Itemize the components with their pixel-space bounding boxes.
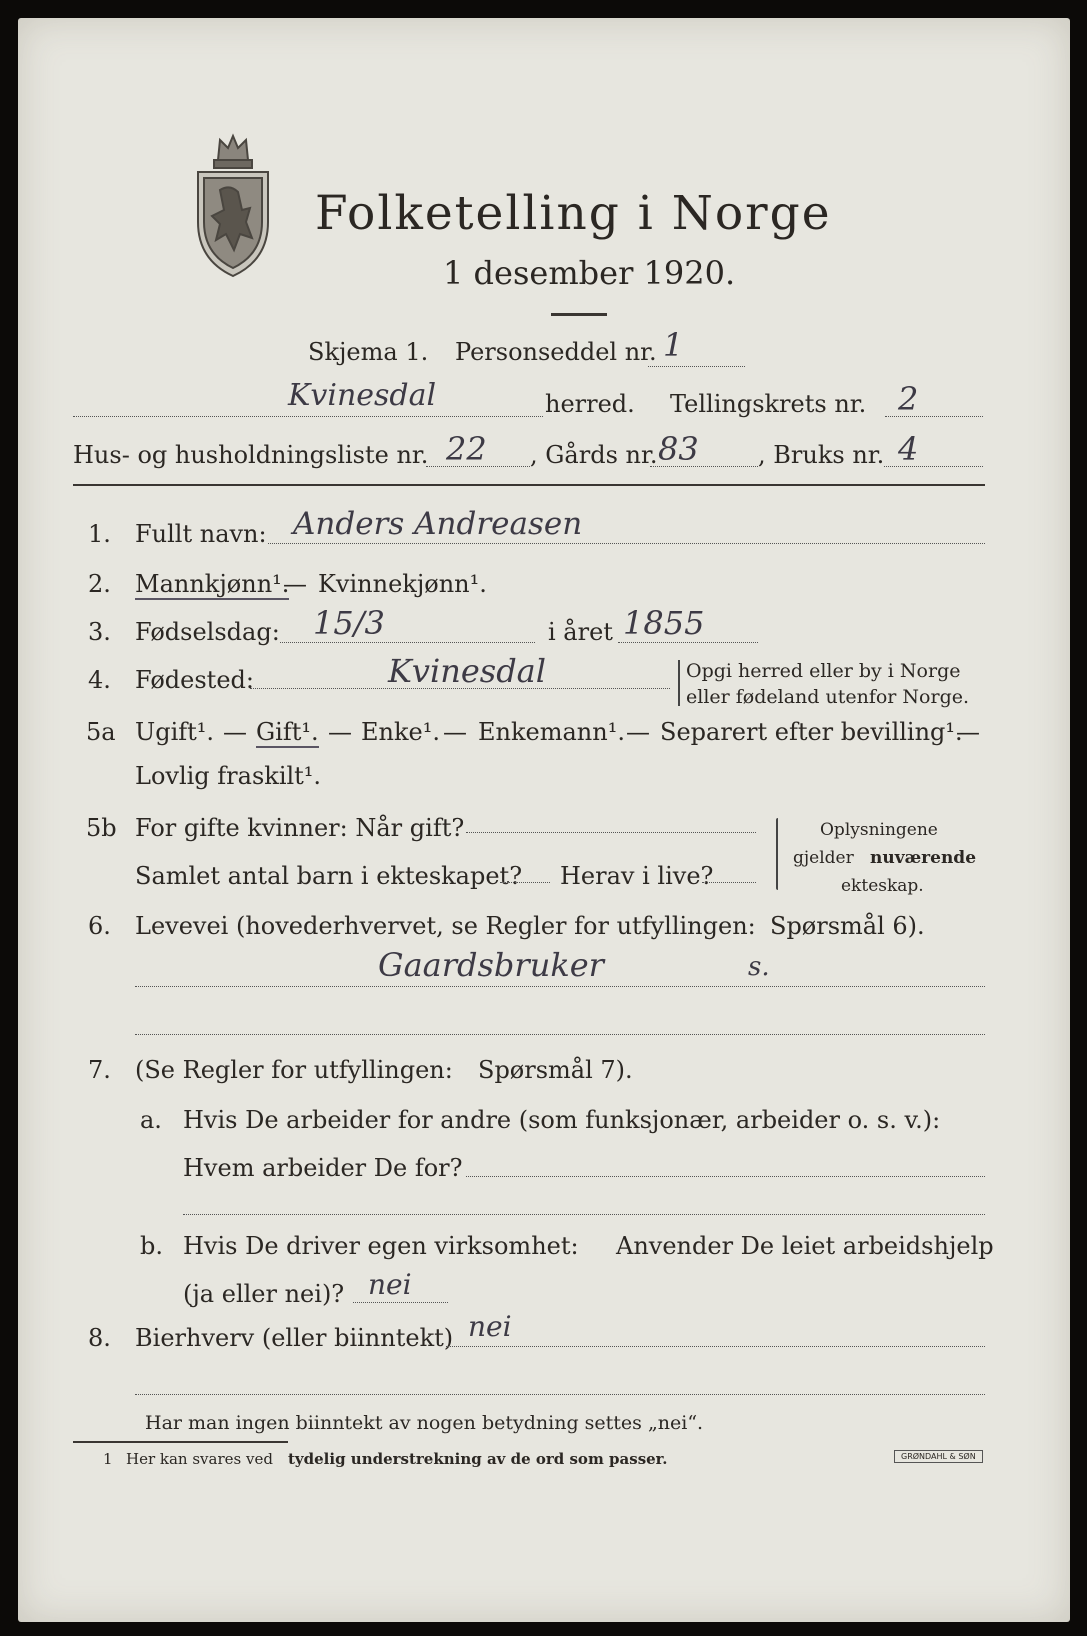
hus-value: 22 <box>446 430 487 468</box>
herred-line <box>73 416 543 417</box>
q7b-letter: b. <box>140 1232 163 1260</box>
q5a-lovlig-fraskilt: Lovlig fraskilt¹. <box>135 762 322 790</box>
personseddel-label: Personseddel nr. <box>455 338 657 366</box>
tellingskrets-value: 2 <box>898 380 919 418</box>
q7a-label2: Hvem arbeider De for? <box>183 1154 463 1182</box>
q7a-line1 <box>466 1176 985 1177</box>
skjema-label: Skjema 1. <box>308 338 429 366</box>
title-divider <box>551 313 607 316</box>
form-title: Folketelling i Norge <box>315 186 832 241</box>
q7-reference: Spørsmål 7). <box>478 1056 633 1084</box>
q5b-note-line3: ekteskap. <box>841 876 924 896</box>
q4-number: 4. <box>88 666 111 694</box>
bruks-value: 4 <box>898 430 919 468</box>
q4-label: Fødested: <box>135 666 254 694</box>
printer-stamp: GRØNDAHL & SØN <box>894 1450 983 1463</box>
census-form <box>18 18 1070 1622</box>
q4-value: Kvinesdal <box>388 652 546 690</box>
q5a-dash1: — <box>223 718 247 746</box>
q5b-number: 5b <box>86 814 117 842</box>
q7b-label-right: Anvender De leiet arbeidshjelp <box>616 1232 994 1260</box>
q5a-enkemann: Enkemann¹. <box>478 718 625 746</box>
q3-number: 3. <box>88 618 111 646</box>
q7-label: (Se Regler for utfyllingen: <box>135 1056 453 1084</box>
footnote-text-a: Her kan svares ved <box>126 1450 273 1468</box>
q3-label: Fødselsdag: <box>135 618 280 646</box>
gards-value: 83 <box>658 430 699 468</box>
q3-year-label: i året <box>548 618 613 646</box>
q8-line1 <box>446 1346 985 1347</box>
q3-year-line <box>618 642 758 643</box>
q5a-dash5: — <box>956 718 980 746</box>
biinntekt-note: Har man ingen biinntekt av nogen betydning settes „nei“. <box>145 1412 704 1434</box>
q6-reference: Spørsmål 6). <box>770 912 925 940</box>
q5a-number: 5a <box>86 718 116 746</box>
q5b-label-herav: Herav i live? <box>560 862 714 890</box>
q5b-brace <box>776 818 778 890</box>
q6-line2 <box>135 1034 985 1035</box>
q6-value: Gaardsbruker <box>378 946 604 984</box>
q3-value: 15/3 <box>313 604 385 642</box>
herred-value: Kvinesdal <box>288 378 437 413</box>
gards-label: , Gårds nr. <box>530 441 658 469</box>
q7-number: 7. <box>88 1056 111 1084</box>
q7b-line <box>353 1302 448 1303</box>
q2-male-option: Mannkjønn¹. <box>135 570 290 598</box>
q1-label: Fullt navn: <box>135 520 267 548</box>
q7a-letter: a. <box>140 1106 162 1134</box>
q1-value: Anders Andreasen <box>293 506 583 542</box>
q6-number: 6. <box>88 912 111 940</box>
personseddel-value: 1 <box>663 326 684 364</box>
q5b-label-naar-gift: For gifte kvinner: Når gift? <box>135 814 465 842</box>
q5a-dash2: — <box>328 718 352 746</box>
q5b-line3 <box>702 882 756 883</box>
q7b-label2: (ja eller nei)? <box>183 1280 345 1308</box>
q1-line <box>268 543 985 544</box>
q6-value-suffix: s. <box>748 952 770 982</box>
q8-line2 <box>135 1394 985 1395</box>
footnote-text-b: tydelig understrekning av de ord som passer. <box>288 1450 668 1468</box>
q4-note-line1: Opgi herred eller by i Norge <box>686 660 961 682</box>
q5a-dash4: — <box>626 718 650 746</box>
q6-label: Levevei (hovederhvervet, se Regler for utfyllingen: <box>135 912 756 940</box>
q5b-line2 <box>500 882 550 883</box>
q6-line1 <box>135 986 985 987</box>
tellingskrets-label: Tellingskrets nr. <box>670 390 867 418</box>
q5a-gift: Gift¹. <box>256 718 319 746</box>
q5b-note-line2b: nuværende <box>870 848 977 868</box>
q5b-label-antal-barn: Samlet antal barn i ekteskapet? <box>135 862 523 890</box>
q3-line <box>280 642 535 643</box>
q5a-dash3: — <box>443 718 467 746</box>
census-date: 1 desember 1920. <box>443 254 736 292</box>
q4-brace <box>678 660 680 706</box>
footnote-mark: 1 <box>103 1450 113 1468</box>
q4-note-line2: eller fødeland utenfor Norge. <box>686 686 970 708</box>
q5a-ugift: Ugift¹. <box>135 718 215 746</box>
q5b-line1 <box>466 832 756 833</box>
q8-number: 8. <box>88 1324 111 1352</box>
q7b-value: nei <box>368 1268 412 1301</box>
header-rule <box>73 484 985 486</box>
q2-female-option: Kvinnekjønn¹. <box>318 570 487 598</box>
q7a-label: Hvis De arbeider for andre (som funksjonær, arbeider o. s. v.): <box>183 1106 941 1134</box>
coat-of-arms-icon <box>190 130 276 280</box>
q7b-label: Hvis De driver egen virksomhet: <box>183 1232 579 1260</box>
q5b-note-line2a: gjelder <box>793 848 854 868</box>
q5a-enke: Enke¹. <box>361 718 440 746</box>
footnote-rule <box>73 1441 288 1443</box>
q3-year-value: 1855 <box>623 604 705 642</box>
q8-value: nei <box>468 1310 512 1343</box>
q2-number: 2. <box>88 570 111 598</box>
herred-label: herred. <box>545 390 635 418</box>
bruks-label: , Bruks nr. <box>758 441 885 469</box>
q5b-note-line1: Oplysningene <box>820 820 938 840</box>
hus-label: Hus- og husholdningsliste nr. <box>73 441 429 469</box>
q1-number: 1. <box>88 520 111 548</box>
q5a-separert: Separert efter bevilling¹. <box>660 718 963 746</box>
q2-separator: — <box>283 570 307 598</box>
q8-label: Bierhverv (eller biinntekt) <box>135 1324 454 1352</box>
personseddel-line <box>648 366 745 367</box>
q7a-line2 <box>183 1214 985 1215</box>
